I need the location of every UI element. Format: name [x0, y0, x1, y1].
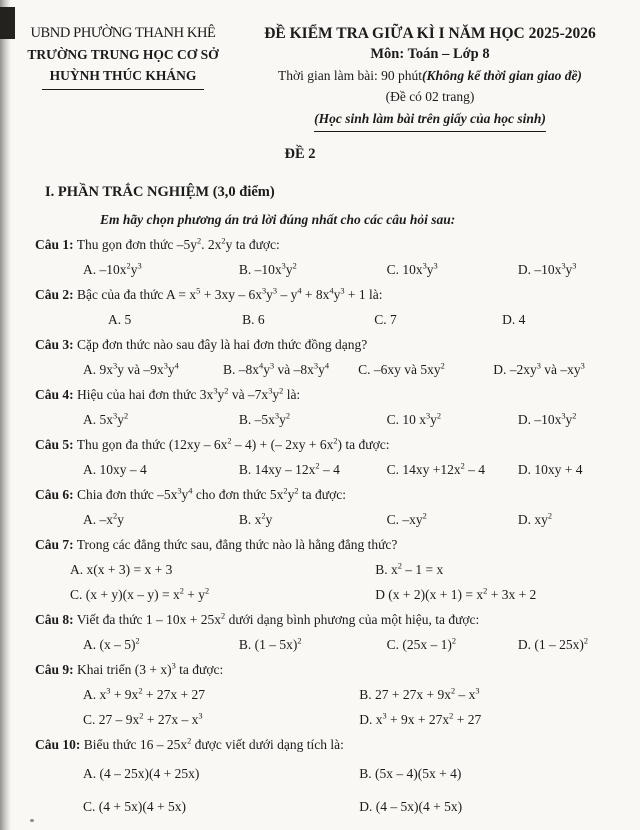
answer-option: C. $14xy +12x^2 - 4$ [386, 461, 486, 477]
exam-duration [228, 65, 632, 86]
question-number: Câu 8: [35, 612, 74, 627]
question [0, 532, 640, 607]
question-stem: Thu gọn đa thức $(12xy - 6x^2 - 4)$ + (– $2xy + 6x^2$) ta được: [76, 436, 390, 452]
options-row [0, 407, 640, 432]
answer-option: C. (4 + 5x)(4 + 5x) [83, 799, 186, 814]
answer-option: B. $27 + 27x + 9x^2 - x^3$ [359, 686, 480, 702]
scan-edge-shadow [0, 0, 11, 830]
question [0, 657, 640, 732]
question-stem: Chia đơn thức $-5x^3y^4$ cho đơn thức $5x^2y^2$ ta được: [77, 486, 346, 502]
answer-option: C. 10 $x^3y^2$ [386, 411, 442, 427]
question-stem-line [0, 432, 640, 457]
question [0, 432, 640, 482]
student-note-wrap [228, 107, 632, 132]
options-row [0, 682, 640, 732]
question-stem-line [0, 332, 640, 357]
section-instruction: Em hãy chọn phương án trả lời đúng nhất cho các câu hỏi sau: [100, 212, 456, 227]
school-name-wrap [18, 65, 228, 90]
answer-option: C. $(x + y)(x - y) = x^2 + y^2$ [70, 586, 210, 602]
options-row [0, 632, 640, 657]
answer-option: A. $-x^2y$ [83, 511, 124, 527]
options-row [0, 757, 640, 823]
answer-option: A. $5x^3y^2$ [83, 411, 129, 427]
answer-option: B. $x^2 - 1 = x$ [375, 561, 444, 577]
answer-option: D. (4 – 5x)(4 + 5x) [359, 799, 463, 814]
options-row [0, 357, 640, 382]
question-stem-line [0, 607, 640, 632]
duration-text: Thời gian làm bài: 90 phút [278, 68, 423, 83]
answer-option: B. $-5x^3y^2$ [238, 411, 291, 427]
org-name: UBND PHƯỜNG THANH KHÊ [30, 25, 216, 41]
answer-option: B. $x^2y$ [238, 511, 273, 527]
exam-header [0, 0, 640, 132]
question-stem: Bậc của đa thức $A = x^5 + 3xy - 6x^3y^3 - y^4 + 8x^4y^3 + 1$ là: [77, 286, 383, 302]
answer-option: B. 6 [242, 312, 265, 327]
options-row [0, 307, 640, 332]
answer-option: D. 4 [502, 312, 526, 327]
question-stem-line [0, 232, 640, 257]
answer-option: D. $-10x^3y^2$ [517, 411, 577, 427]
answer-option: A. x(x + 3) = x + 3 [70, 562, 173, 577]
question-stem-line [0, 732, 640, 757]
pages-note: (Đề có 02 trang) [385, 89, 475, 104]
answer-option: D $(x + 2)(x + 1) = x^2 + 3x + 2$ [375, 586, 537, 602]
school-block [18, 23, 228, 132]
answer-option: A. $9x^3y$ và $-9x^3y^4$ [83, 361, 179, 377]
answer-option: B. (5x – 4)(5x + 4) [359, 766, 462, 781]
exam-title: ĐỀ KIỂM TRA GIỮA KÌ I NĂM HỌC 2025-2026 [264, 25, 596, 42]
question [0, 607, 640, 657]
question-number: Câu 1: [35, 237, 74, 252]
answer-option: C. $-xy^2$ [386, 511, 427, 527]
question-number: Câu 2: [35, 287, 74, 302]
answer-option: D. $x^3 + 9x + 27x^2 + 27$ [359, 711, 482, 727]
question-number: Câu 9: [35, 662, 74, 677]
options-row [0, 507, 640, 532]
answer-option: C. (25x – 1)$^2$ [386, 636, 457, 652]
question [0, 332, 640, 382]
exam-info-block [228, 23, 640, 132]
options-row [0, 457, 640, 482]
question-number: Câu 4: [35, 387, 74, 402]
answer-option: A. $x^3 + 9x^2 + 27x + 27$ [83, 686, 205, 702]
answer-option: A. (4 – 25x)(4 + 25x) [83, 766, 200, 781]
question-number: Câu 10: [35, 737, 81, 752]
answer-option: C. $27 - 9x^2 + 27x - x^3$ [83, 711, 203, 727]
answer-option: D. (1 – 25x)$^2$ [517, 636, 589, 652]
answer-option: A. (x – 5)$^2$ [83, 636, 140, 652]
question-stem: Cặp đơn thức nào sau đây là hai đơn thức đồng dạng? [77, 337, 368, 352]
answer-option: D. $-10x^3y^3$ [517, 261, 577, 277]
question [0, 382, 640, 432]
answer-option: D. $xy^2$ [517, 511, 553, 527]
question [0, 482, 640, 532]
answer-option: C. $10x^3y^3$ [386, 261, 438, 277]
question-stem: Khai triển $(3 + x)^3$ ta được: [77, 661, 224, 677]
options-row [0, 557, 640, 607]
question-stem: Biểu thức $16 - 25x^2$ được viết dưới dạng tích là: [83, 736, 344, 752]
exam-code: ĐỀ 2 [284, 146, 316, 162]
question-stem-line [0, 282, 640, 307]
answer-option: B. (1 – 5x)$^2$ [238, 636, 302, 652]
answer-option: C. –6xy và $5xy^2$ [358, 361, 445, 377]
school-name: HUỲNH THÚC KHÁNG [42, 65, 205, 90]
question-stem: Hiệu của hai đơn thức $3x^3y^2$ và $-7x^3y^2$ là: [77, 386, 301, 402]
question [0, 232, 640, 282]
exam-subject: Môn: Toán – Lớp 8 [370, 46, 490, 62]
question-stem-line [0, 382, 640, 407]
answer-option: D. $-2xy^3$ và $-xy^3$ [493, 361, 585, 377]
question-number: Câu 6: [35, 487, 74, 502]
question-stem-line [0, 482, 640, 507]
question-number: Câu 5: [35, 437, 74, 452]
answer-option: B. $-10x^3y^2$ [238, 261, 297, 277]
duration-note: (Không kể thời gian giao đề) [422, 68, 582, 83]
options-row [0, 257, 640, 282]
student-note: (Học sinh làm bài trên giấy của học sinh) [314, 107, 546, 132]
question-stem: Viết đa thức $1 - 10x + 25x^2$ dưới dạng bình phương của một hiệu, ta được: [76, 611, 480, 627]
answer-option: B. $14xy - 12x^2 - 4$ [238, 461, 340, 477]
question [0, 732, 640, 823]
answer-option: B. $-8x^4y^3$ và $-8x^3y^4$ [223, 361, 330, 377]
scan-corner-artifact [0, 7, 15, 39]
question-stem-line [0, 532, 640, 557]
question-stem: Trong các đẳng thức sau, đẳng thức nào là hằng đẳng thức? [76, 537, 398, 552]
answer-option: C. 7 [374, 312, 397, 327]
question-stem: Thu gọn đơn thức $-5y^2$. $2x^2y$ ta được: [76, 236, 280, 252]
question-stem-line [0, 657, 640, 682]
question [0, 282, 640, 332]
section-title: I. PHẦN TRẮC NGHIỆM (3,0 điểm) [45, 184, 275, 200]
answer-option: A. 5 [108, 312, 132, 327]
answer-option: A. $-10x^2y^3$ [83, 261, 142, 277]
scan-dot-artifact [30, 819, 34, 822]
question-number: Câu 7: [35, 537, 74, 552]
answer-option: D. 10xy + 4 [517, 462, 583, 477]
question-number: Câu 3: [35, 337, 74, 352]
answer-option: A. 10xy – 4 [83, 462, 147, 477]
school-type: TRƯỜNG TRUNG HỌC CƠ SỞ [27, 47, 219, 62]
questions [0, 232, 640, 823]
